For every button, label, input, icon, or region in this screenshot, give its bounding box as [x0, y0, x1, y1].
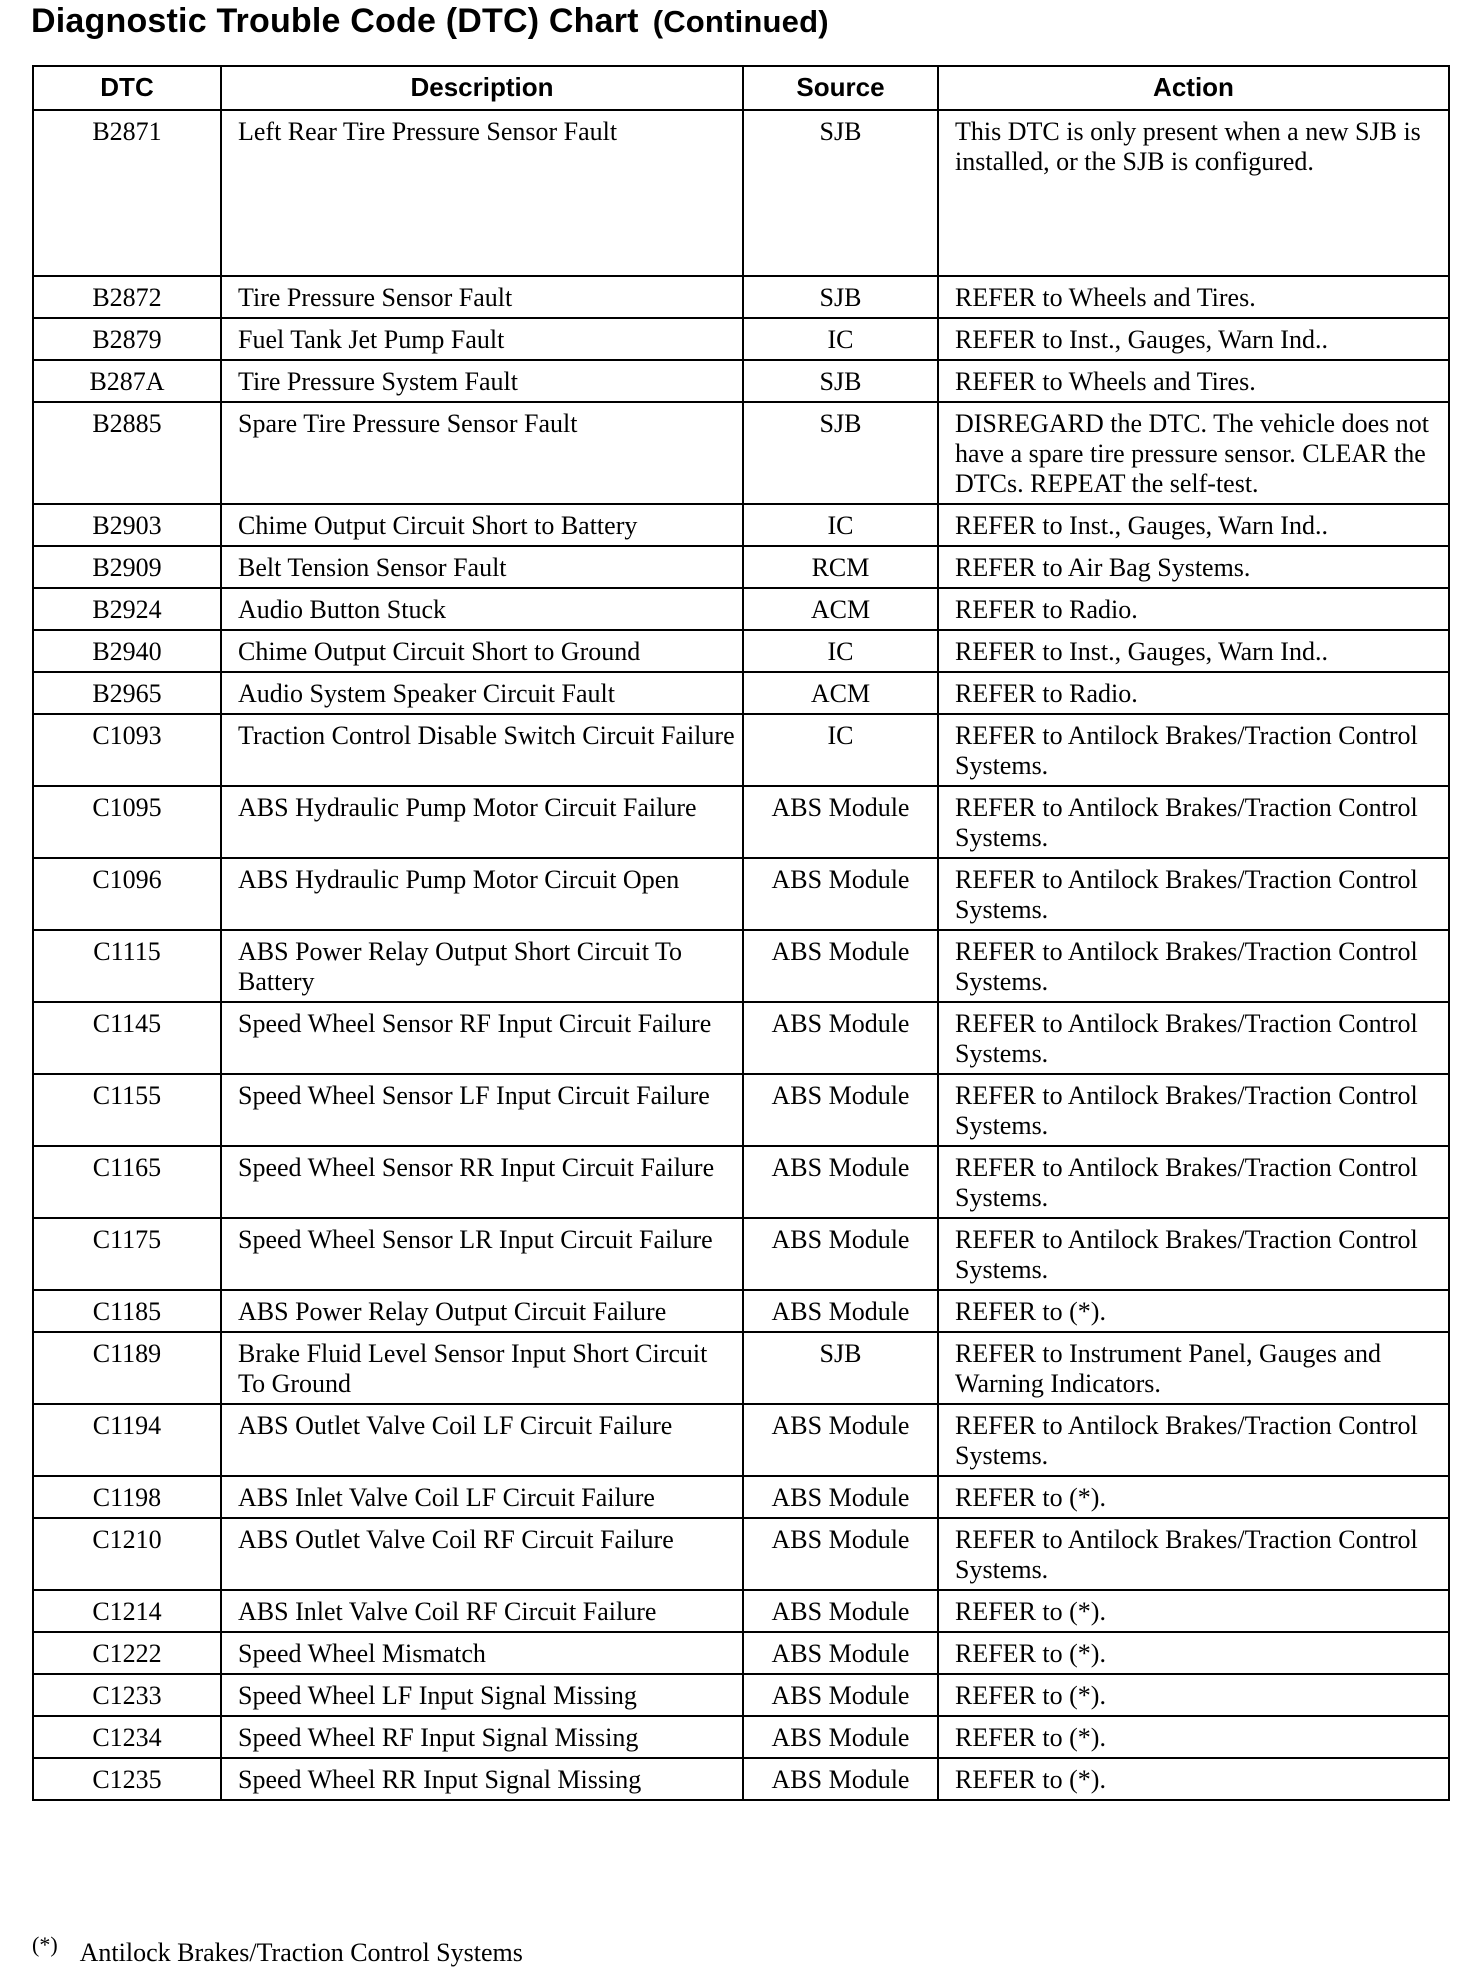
dtc-source: SJB	[743, 1332, 938, 1404]
dtc-source: ABS Module	[743, 1290, 938, 1332]
column-header-dtc: DTC	[33, 66, 221, 110]
dtc-description: Left Rear Tire Pressure Sensor Fault	[221, 110, 743, 276]
table-row	[33, 504, 1449, 546]
dtc-description: ABS Power Relay Output Circuit Failure	[221, 1290, 743, 1332]
dtc-description: Chime Output Circuit Short to Battery	[221, 504, 743, 546]
dtc-source: IC	[743, 318, 938, 360]
dtc-action: REFER to Inst., Gauges, Warn Ind..	[938, 318, 1449, 360]
dtc-action: REFER to Antilock Brakes/Traction Control Systems.	[938, 1218, 1449, 1290]
dtc-description: Tire Pressure Sensor Fault	[221, 276, 743, 318]
footnote-text: Antilock Brakes/Traction Control Systems	[79, 1938, 523, 1967]
dtc-action: REFER to Antilock Brakes/Traction Control Systems.	[938, 1002, 1449, 1074]
footnote-marker: (*)	[32, 1932, 58, 1957]
dtc-action: REFER to Antilock Brakes/Traction Control Systems.	[938, 1146, 1449, 1218]
dtc-action: REFER to Wheels and Tires.	[938, 276, 1449, 318]
dtc-source: ABS Module	[743, 1002, 938, 1074]
dtc-code: B2872	[33, 276, 221, 318]
dtc-description: Belt Tension Sensor Fault	[221, 546, 743, 588]
dtc-code: C1222	[33, 1632, 221, 1674]
table-row	[33, 714, 1449, 786]
dtc-code: C1234	[33, 1716, 221, 1758]
dtc-source: SJB	[743, 276, 938, 318]
dtc-description: ABS Inlet Valve Coil LF Circuit Failure	[221, 1476, 743, 1518]
dtc-source: ABS Module	[743, 786, 938, 858]
dtc-code: C1189	[33, 1332, 221, 1404]
dtc-action: This DTC is only present when a new SJB is installed, or the SJB is configured.	[938, 110, 1449, 276]
table-row	[33, 318, 1449, 360]
dtc-action: REFER to Antilock Brakes/Traction Control Systems.	[938, 1074, 1449, 1146]
dtc-action: REFER to Antilock Brakes/Traction Control Systems.	[938, 1518, 1449, 1590]
dtc-source: IC	[743, 630, 938, 672]
table-row	[33, 1518, 1449, 1590]
dtc-code: C1194	[33, 1404, 221, 1476]
dtc-action: REFER to Air Bag Systems.	[938, 546, 1449, 588]
dtc-source: SJB	[743, 402, 938, 504]
dtc-description: Speed Wheel RR Input Signal Missing	[221, 1758, 743, 1800]
table-row	[33, 1218, 1449, 1290]
dtc-description: Speed Wheel Mismatch	[221, 1632, 743, 1674]
dtc-action: REFER to (*).	[938, 1632, 1449, 1674]
dtc-source: ACM	[743, 588, 938, 630]
dtc-code: C1210	[33, 1518, 221, 1590]
dtc-action: REFER to (*).	[938, 1674, 1449, 1716]
table-row	[33, 1476, 1449, 1518]
dtc-description: Speed Wheel Sensor RF Input Circuit Failure	[221, 1002, 743, 1074]
dtc-source: SJB	[743, 360, 938, 402]
dtc-source: ABS Module	[743, 1476, 938, 1518]
dtc-action: REFER to (*).	[938, 1290, 1449, 1332]
dtc-source: ABS Module	[743, 858, 938, 930]
dtc-code: C1095	[33, 786, 221, 858]
dtc-description: ABS Hydraulic Pump Motor Circuit Open	[221, 858, 743, 930]
table-row	[33, 276, 1449, 318]
dtc-action: REFER to Antilock Brakes/Traction Control Systems.	[938, 858, 1449, 930]
dtc-code: C1235	[33, 1758, 221, 1800]
dtc-code: B2871	[33, 110, 221, 276]
dtc-action: REFER to Antilock Brakes/Traction Control Systems.	[938, 930, 1449, 1002]
dtc-source: ACM	[743, 672, 938, 714]
table-row	[33, 1290, 1449, 1332]
dtc-description: Chime Output Circuit Short to Ground	[221, 630, 743, 672]
table-row	[33, 1404, 1449, 1476]
page-title	[31, 2, 829, 41]
dtc-code: B2940	[33, 630, 221, 672]
table-row	[33, 930, 1449, 1002]
dtc-action: REFER to Inst., Gauges, Warn Ind..	[938, 504, 1449, 546]
dtc-description: ABS Outlet Valve Coil RF Circuit Failure	[221, 1518, 743, 1590]
table-row	[33, 1074, 1449, 1146]
dtc-code: B2879	[33, 318, 221, 360]
dtc-source: ABS Module	[743, 1758, 938, 1800]
dtc-description: ABS Hydraulic Pump Motor Circuit Failure	[221, 786, 743, 858]
table-row	[33, 1146, 1449, 1218]
table-row	[33, 630, 1449, 672]
dtc-code: B2903	[33, 504, 221, 546]
dtc-source: ABS Module	[743, 1632, 938, 1674]
dtc-source: IC	[743, 504, 938, 546]
dtc-description: ABS Inlet Valve Coil RF Circuit Failure	[221, 1590, 743, 1632]
dtc-description: Tire Pressure System Fault	[221, 360, 743, 402]
dtc-code: B2909	[33, 546, 221, 588]
dtc-code: C1115	[33, 930, 221, 1002]
column-header-action: Action	[938, 66, 1449, 110]
dtc-action: REFER to Antilock Brakes/Traction Control Systems.	[938, 1404, 1449, 1476]
dtc-code: C1155	[33, 1074, 221, 1146]
table-row	[33, 546, 1449, 588]
dtc-action: REFER to Radio.	[938, 588, 1449, 630]
dtc-code: C1198	[33, 1476, 221, 1518]
table-row	[33, 672, 1449, 714]
table-row	[33, 858, 1449, 930]
dtc-source: ABS Module	[743, 1146, 938, 1218]
table-row	[33, 1332, 1449, 1404]
table-row	[33, 588, 1449, 630]
dtc-action: REFER to Radio.	[938, 672, 1449, 714]
dtc-code: C1185	[33, 1290, 221, 1332]
column-header-description: Description	[221, 66, 743, 110]
dtc-action: REFER to (*).	[938, 1476, 1449, 1518]
dtc-source: ABS Module	[743, 930, 938, 1002]
table-row	[33, 1716, 1449, 1758]
dtc-source: SJB	[743, 110, 938, 276]
page-title-suffix: (Continued)	[652, 4, 829, 39]
dtc-code: B287A	[33, 360, 221, 402]
table-row	[33, 1002, 1449, 1074]
table-header-row	[33, 66, 1449, 110]
dtc-action: REFER to Antilock Brakes/Traction Control Systems.	[938, 714, 1449, 786]
dtc-code: C1214	[33, 1590, 221, 1632]
dtc-description: ABS Outlet Valve Coil LF Circuit Failure	[221, 1404, 743, 1476]
dtc-source: ABS Module	[743, 1074, 938, 1146]
table-row	[33, 1632, 1449, 1674]
dtc-action: REFER to Antilock Brakes/Traction Control Systems.	[938, 786, 1449, 858]
dtc-action: REFER to Wheels and Tires.	[938, 360, 1449, 402]
dtc-description: Audio System Speaker Circuit Fault	[221, 672, 743, 714]
dtc-code: C1165	[33, 1146, 221, 1218]
table-row	[33, 1674, 1449, 1716]
dtc-source: ABS Module	[743, 1404, 938, 1476]
table-row	[33, 110, 1449, 276]
table-row	[33, 1758, 1449, 1800]
dtc-code: B2924	[33, 588, 221, 630]
column-header-source: Source	[743, 66, 938, 110]
dtc-description: Speed Wheel Sensor LR Input Circuit Failure	[221, 1218, 743, 1290]
dtc-action: REFER to (*).	[938, 1758, 1449, 1800]
dtc-source: ABS Module	[743, 1716, 938, 1758]
dtc-code: C1096	[33, 858, 221, 930]
dtc-description: Brake Fluid Level Sensor Input Short Circuit To Ground	[221, 1332, 743, 1404]
dtc-source: ABS Module	[743, 1518, 938, 1590]
dtc-source: ABS Module	[743, 1674, 938, 1716]
dtc-description: Speed Wheel RF Input Signal Missing	[221, 1716, 743, 1758]
table-row	[33, 786, 1449, 858]
dtc-code: B2965	[33, 672, 221, 714]
dtc-description: Traction Control Disable Switch Circuit Failure	[221, 714, 743, 786]
dtc-action: REFER to Instrument Panel, Gauges and Warning Indicators.	[938, 1332, 1449, 1404]
dtc-code: B2885	[33, 402, 221, 504]
dtc-description: Speed Wheel LF Input Signal Missing	[221, 1674, 743, 1716]
dtc-description: Speed Wheel Sensor RR Input Circuit Failure	[221, 1146, 743, 1218]
dtc-description: Fuel Tank Jet Pump Fault	[221, 318, 743, 360]
dtc-source: ABS Module	[743, 1218, 938, 1290]
dtc-table	[32, 65, 1450, 1801]
dtc-code: C1233	[33, 1674, 221, 1716]
dtc-source: IC	[743, 714, 938, 786]
dtc-code: C1145	[33, 1002, 221, 1074]
page-title-text: Diagnostic Trouble Code (DTC) Chart	[31, 2, 639, 40]
dtc-action: DISREGARD the DTC. The vehicle does not have a spare tire pressure sensor. CLEAR the DTCs. REPEAT the self-test.	[938, 402, 1449, 504]
dtc-action: REFER to (*).	[938, 1590, 1449, 1632]
dtc-action: REFER to (*).	[938, 1716, 1449, 1758]
dtc-code: C1175	[33, 1218, 221, 1290]
dtc-source: RCM	[743, 546, 938, 588]
table-row	[33, 402, 1449, 504]
dtc-description: Speed Wheel Sensor LF Input Circuit Failure	[221, 1074, 743, 1146]
table-row	[33, 360, 1449, 402]
dtc-action: REFER to Inst., Gauges, Warn Ind..	[938, 630, 1449, 672]
dtc-source: ABS Module	[743, 1590, 938, 1632]
dtc-code: C1093	[33, 714, 221, 786]
dtc-description: Spare Tire Pressure Sensor Fault	[221, 402, 743, 504]
dtc-description: Audio Button Stuck	[221, 588, 743, 630]
dtc-description: ABS Power Relay Output Short Circuit To Battery	[221, 930, 743, 1002]
table-row	[33, 1590, 1449, 1632]
